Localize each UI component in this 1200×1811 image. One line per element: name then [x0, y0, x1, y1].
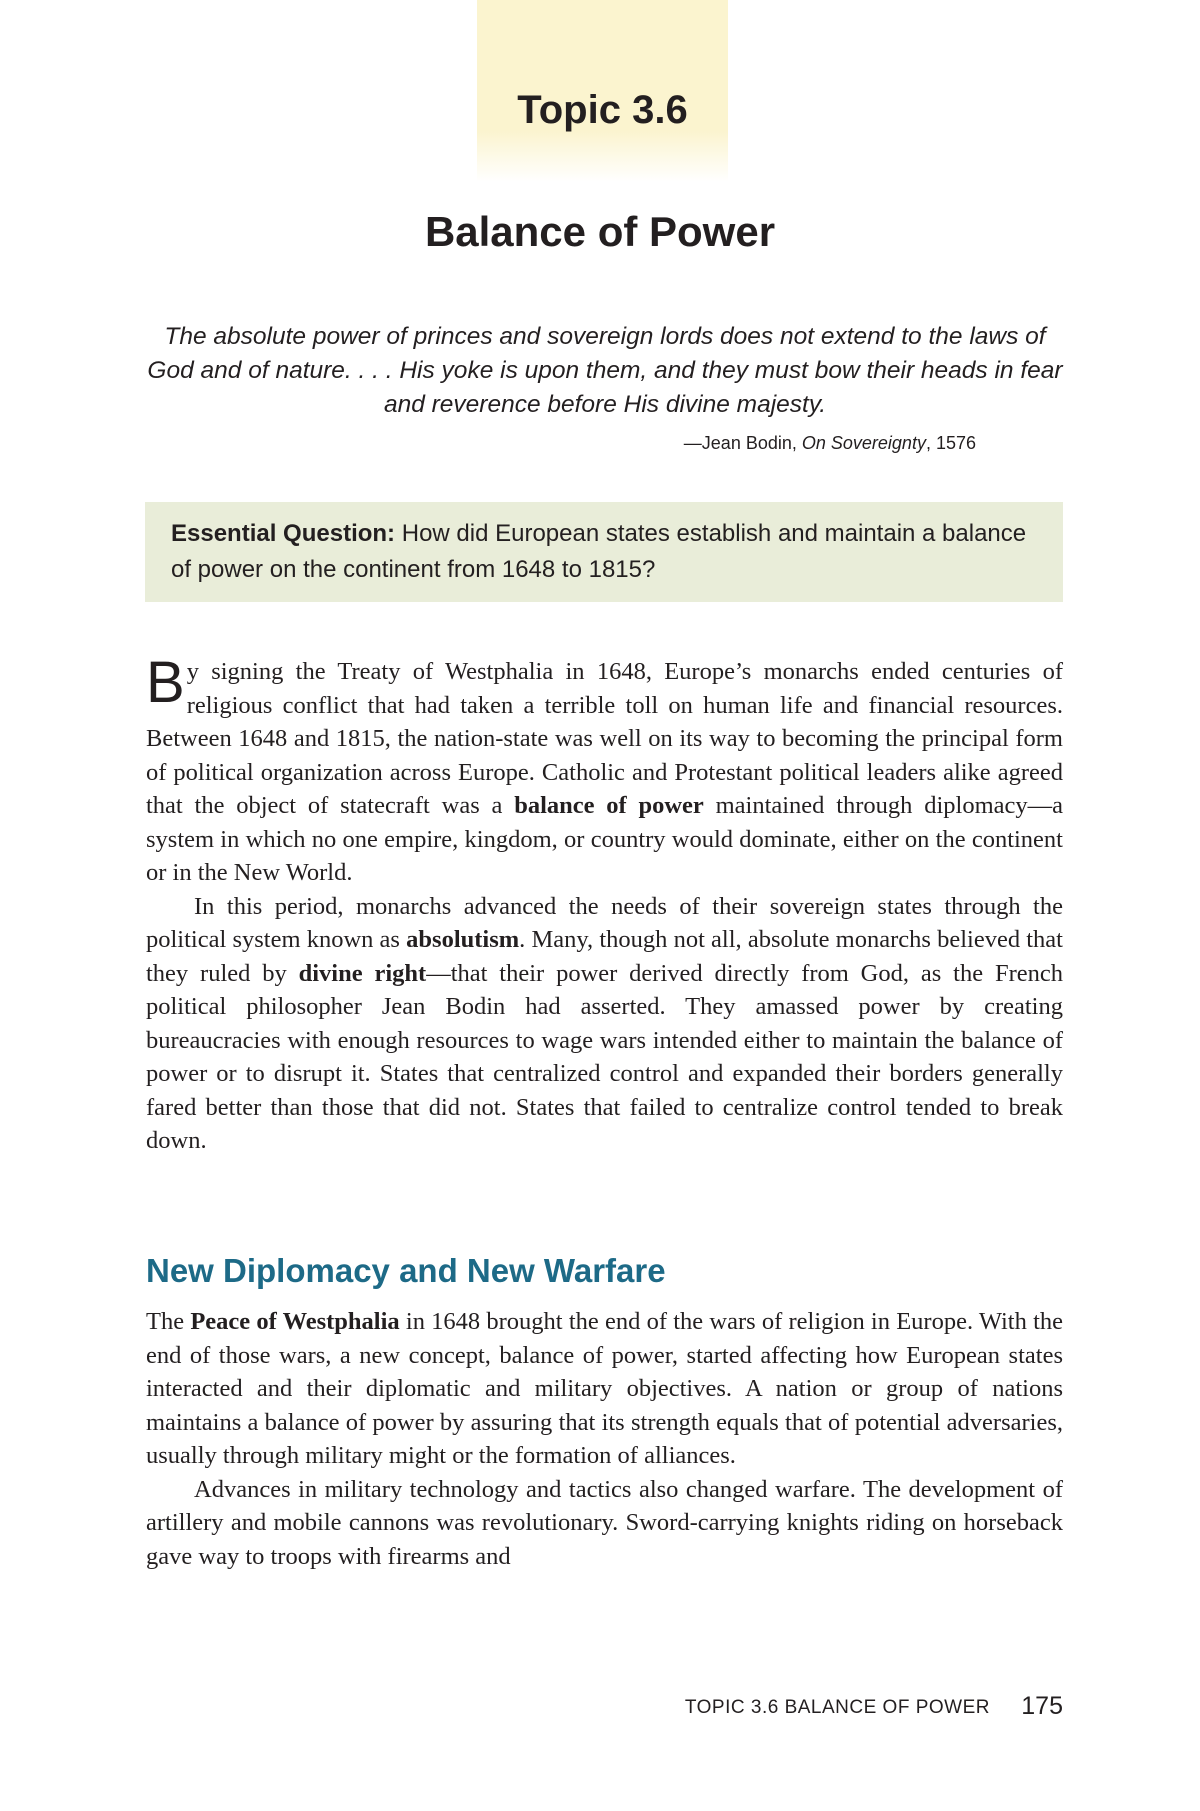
essential-question-label: Essential Question: [171, 520, 396, 547]
section-paragraph-2: Advances in military technology and tactics also changed warfare. The development of artillery and mobile cannons was revolutionary. Sword-carrying knights riding on horseback gave way to troops with firearms and [146, 1475, 1063, 1570]
page-title: Balance of Power [424, 208, 776, 255]
topic-label: Topic 3.6 [517, 88, 688, 132]
page-number: 175 [1021, 1692, 1063, 1720]
section-paragraph-1: The Peace of Westphalia in 1648 brought the end of the wars of religion in Europe. With the end of those wars, a new concept, balance of power, started affecting how European states interacted and their diplomatic and military objectives. A nation or group of nations maintains a balance of power by assuring that its strength equals that of potential adversaries, usually through military might or the formation of alliances. [146, 1308, 1064, 1469]
epigraph-attribution [684, 433, 976, 454]
section-body [146, 1305, 1063, 1573]
epigraph-quote: The absolute power of princes and sovereign lords does not extend to the laws of God and of nature. . . . His yoke is upon them, and they must bow their heads in fear and reverence before His divine majesty. [147, 323, 1063, 418]
essential-question-text: How did European states establish and maintain a balance of power on the continent from 1648 to 1815? [171, 520, 1027, 583]
section-heading: New Diplomacy and New Warfare [146, 1252, 666, 1289]
drop-cap: B [146, 650, 185, 715]
term-divine-right: divine right [298, 959, 427, 987]
intro-paragraph-2: In this period, monarchs advanced the needs of their sovereign states through the political system known as absolutism. Many, though not all, absolute monarchs believed that they ruled by divine right—that their power derived directly from God, as the French political philosopher Jean Bodin had asserted. They amassed power by creating bureaucracies with enough resources to wage wars intended either to maintain the balance of power or to disrupt it. States that centralized control and expanded their borders generally fared better than those that did not. States that failed to centralize control tended to break down. [146, 892, 1063, 1154]
term-peace-of-westphalia: Peace of Westphalia [190, 1308, 400, 1335]
intro-body [146, 650, 1064, 1158]
intro-paragraph-1: By signing the Treaty of Westphalia in 1648, Europe’s monarchs ended centuries of religious conflict that had taken a terrible toll on human life and financial resources. Between 1648 and 1815, the nation-state was well on its way to becoming the principal form of political organization across Europe. Catholic and Protestant political leaders alike agreed that the object of statecraft was a balance of power maintained through diplomacy—a system in which no one empire, kingdom, or country would dominate, either on the continent or in the New World. [146, 650, 1064, 886]
attribution-year: , 1576 [925, 433, 976, 453]
attribution-author: —Jean Bodin, [683, 433, 802, 453]
topic-tab [477, 0, 728, 182]
essential-question-box [145, 502, 1063, 602]
running-footer: TOPIC 3.6 BALANCE OF POWER [684, 1697, 990, 1718]
term-absolutism: absolutism [406, 926, 520, 953]
term-balance-of-power: balance of power [514, 792, 704, 819]
attribution-work: On Sovereignty [801, 433, 926, 453]
